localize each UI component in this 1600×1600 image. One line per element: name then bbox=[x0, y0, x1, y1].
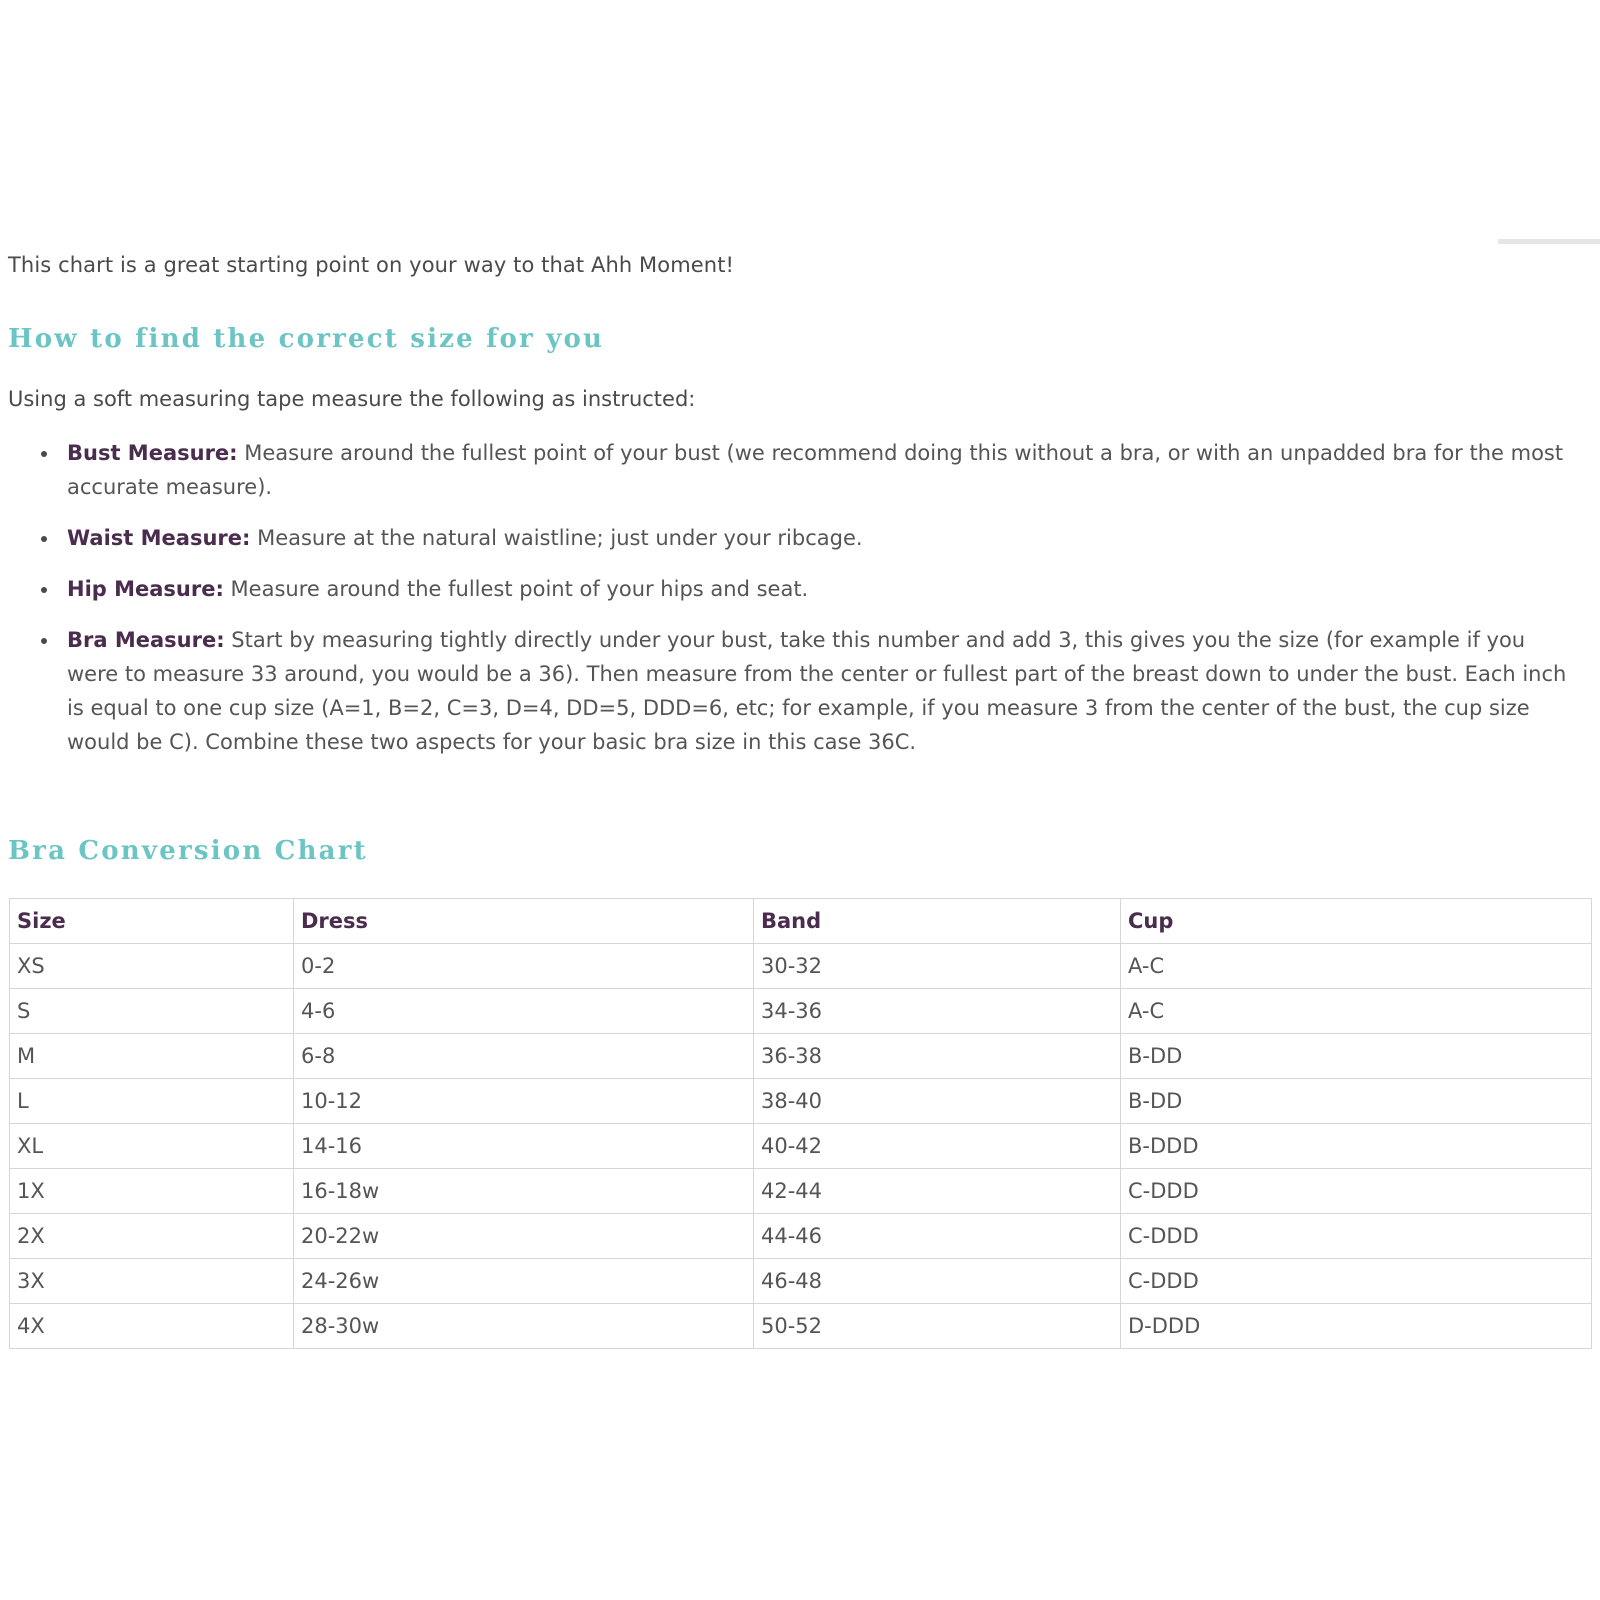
table-cell: XS bbox=[10, 944, 294, 989]
table-header-row bbox=[10, 899, 1592, 944]
table-cell: 0-2 bbox=[294, 944, 754, 989]
conversion-chart-heading: Bra Conversion Chart bbox=[8, 836, 368, 866]
bust-measure-label: Bust Measure: bbox=[67, 441, 238, 465]
table-cell: 16-18w bbox=[294, 1169, 754, 1214]
table-cell: 36-38 bbox=[754, 1034, 1121, 1079]
table-cell: 34-36 bbox=[754, 989, 1121, 1034]
hip-measure-label: Hip Measure: bbox=[67, 577, 224, 601]
table-row bbox=[10, 1169, 1592, 1214]
table-row bbox=[10, 944, 1592, 989]
table-cell: 46-48 bbox=[754, 1259, 1121, 1304]
table-cell: 42-44 bbox=[754, 1169, 1121, 1214]
table-cell: B-DD bbox=[1121, 1034, 1592, 1079]
table-row bbox=[10, 1259, 1592, 1304]
bullet-icon bbox=[41, 536, 47, 542]
table-cell: D-DDD bbox=[1121, 1304, 1592, 1349]
waist-measure-item bbox=[8, 521, 1578, 555]
instructions-intro: Using a soft measuring tape measure the following as instructed: bbox=[8, 387, 696, 411]
table-cell: M bbox=[10, 1034, 294, 1079]
bra-measure-item bbox=[8, 623, 1578, 759]
bullet-icon bbox=[41, 451, 47, 457]
intro-text: This chart is a great starting point on your way to that Ahh Moment! bbox=[8, 253, 735, 277]
table-row bbox=[10, 1124, 1592, 1169]
find-size-heading: How to find the correct size for you bbox=[8, 324, 605, 354]
bra-conversion-table bbox=[9, 898, 1592, 1349]
table-row bbox=[10, 1304, 1592, 1349]
column-header-cup: Cup bbox=[1121, 899, 1592, 944]
table-cell: B-DD bbox=[1121, 1079, 1592, 1124]
measure-list bbox=[8, 436, 1578, 776]
table-cell: B-DDD bbox=[1121, 1124, 1592, 1169]
column-header-dress: Dress bbox=[294, 899, 754, 944]
waist-measure-label: Waist Measure: bbox=[67, 526, 251, 550]
table-cell: C-DDD bbox=[1121, 1214, 1592, 1259]
table-row bbox=[10, 1034, 1592, 1079]
table-row bbox=[10, 1079, 1592, 1124]
table-cell: 14-16 bbox=[294, 1124, 754, 1169]
table-cell: 40-42 bbox=[754, 1124, 1121, 1169]
table-row bbox=[10, 989, 1592, 1034]
bust-measure-item bbox=[8, 436, 1578, 504]
table-cell: L bbox=[10, 1079, 294, 1124]
table-cell: C-DDD bbox=[1121, 1259, 1592, 1304]
table-cell: A-C bbox=[1121, 944, 1592, 989]
table-cell: 30-32 bbox=[754, 944, 1121, 989]
table-row bbox=[10, 1214, 1592, 1259]
bra-measure-text: Start by measuring tightly directly under your bust, take this number and add 3, this gives you the size (for example if you were to measure 33 around, you would be a 36). Then measure from the center or fullest part of the breast down to under the bust. Each inch is equal to one cup size (A=1, B=2, C=3, D=4, DD=5, DDD=6, etc; for example, if you measure 3 from the center of the bust, the cup size would be C). Combine these two aspects for your basic bra size in this case 36C. bbox=[67, 628, 1567, 754]
bullet-icon bbox=[41, 587, 47, 593]
hip-measure-text: Measure around the fullest point of your hips and seat. bbox=[223, 577, 809, 601]
column-header-band: Band bbox=[754, 899, 1121, 944]
table-cell: 4-6 bbox=[294, 989, 754, 1034]
table-body bbox=[10, 944, 1592, 1349]
hip-measure-item bbox=[8, 572, 1578, 606]
bullet-icon bbox=[41, 638, 47, 644]
bust-measure-text: Measure around the fullest point of your bust (we recommend doing this without a bra, or with an unpadded bra for the most accurate measure). bbox=[67, 441, 1564, 499]
table-cell: 38-40 bbox=[754, 1079, 1121, 1124]
table-cell: XL bbox=[10, 1124, 294, 1169]
table-cell: 6-8 bbox=[294, 1034, 754, 1079]
table-cell: C-DDD bbox=[1121, 1169, 1592, 1214]
top-divider bbox=[1498, 239, 1600, 244]
table-cell: 2X bbox=[10, 1214, 294, 1259]
waist-measure-text: Measure at the natural waistline; just under your ribcage. bbox=[250, 526, 863, 550]
table-cell: 4X bbox=[10, 1304, 294, 1349]
table-cell: 44-46 bbox=[754, 1214, 1121, 1259]
table-cell: S bbox=[10, 989, 294, 1034]
table-cell: 1X bbox=[10, 1169, 294, 1214]
column-header-size: Size bbox=[10, 899, 294, 944]
table-cell: 50-52 bbox=[754, 1304, 1121, 1349]
bra-measure-label: Bra Measure: bbox=[67, 628, 225, 652]
table-cell: 28-30w bbox=[294, 1304, 754, 1349]
table-cell: A-C bbox=[1121, 989, 1592, 1034]
table-cell: 10-12 bbox=[294, 1079, 754, 1124]
table-cell: 3X bbox=[10, 1259, 294, 1304]
table-cell: 24-26w bbox=[294, 1259, 754, 1304]
table-cell: 20-22w bbox=[294, 1214, 754, 1259]
